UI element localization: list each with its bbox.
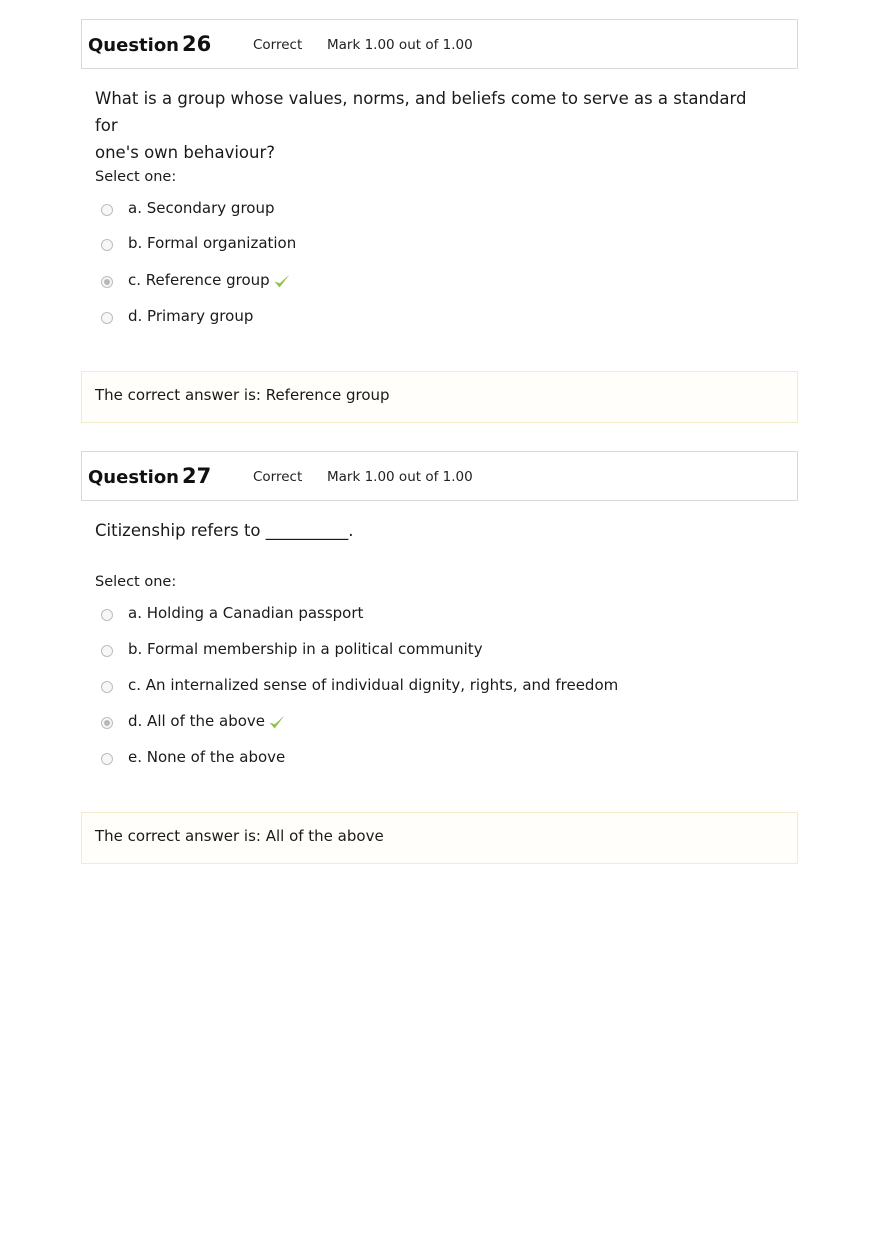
question-grade: Mark 1.00 out of 1.00	[327, 37, 473, 53]
correct-answer-text: The correct answer is: All of the above	[95, 827, 384, 845]
radio-button[interactable]	[101, 312, 113, 324]
radio-button[interactable]	[101, 753, 113, 765]
answer-option-a[interactable]	[101, 604, 661, 628]
option-label[interactable]: a. Holding a Canadian passport	[128, 604, 364, 622]
radio-button[interactable]	[101, 239, 113, 251]
radio-button[interactable]	[101, 204, 113, 216]
select-one-prompt: Select one:	[95, 169, 177, 185]
question-26-feedback	[81, 371, 798, 423]
question-grade: Mark 1.00 out of 1.00	[327, 469, 473, 485]
checkmark-icon	[273, 272, 291, 290]
answer-option-d[interactable]	[101, 307, 661, 331]
select-one-prompt: Select one:	[95, 574, 177, 590]
checkmark-icon	[268, 713, 286, 731]
answer-option-c[interactable]	[101, 676, 661, 700]
answer-option-b[interactable]	[101, 234, 661, 258]
answer-option-b[interactable]	[101, 640, 661, 664]
option-label[interactable]: c. Reference group	[128, 271, 270, 289]
question-27-feedback	[81, 812, 798, 864]
question-27-header	[81, 451, 798, 501]
question-state: Correct	[253, 37, 303, 53]
answer-option-c[interactable]	[101, 271, 661, 295]
question-title: Question 26	[88, 32, 212, 56]
option-label[interactable]: e. None of the above	[128, 748, 286, 766]
answer-option-e[interactable]	[101, 748, 661, 772]
question-state: Correct	[253, 469, 303, 485]
correct-answer-text: The correct answer is: Reference group	[95, 386, 390, 404]
radio-button-selected[interactable]	[101, 276, 113, 288]
question-27-text: Citizenship refers to __________.	[95, 521, 354, 540]
question-26-header	[81, 19, 798, 69]
option-label[interactable]: b. Formal organization	[128, 234, 297, 252]
option-label-wrap	[128, 271, 291, 290]
option-label[interactable]: a. Secondary group	[128, 199, 275, 217]
radio-button[interactable]	[101, 645, 113, 657]
radio-button[interactable]	[101, 609, 113, 621]
option-label[interactable]: b. Formal membership in a political community	[128, 640, 483, 658]
option-label[interactable]: d. Primary group	[128, 307, 254, 325]
answer-option-d[interactable]	[101, 712, 661, 736]
radio-button[interactable]	[101, 681, 113, 693]
radio-button-selected[interactable]	[101, 717, 113, 729]
question-title: Question 27	[88, 464, 212, 488]
option-label-wrap	[128, 712, 286, 731]
answer-option-a[interactable]	[101, 199, 661, 223]
question-26-text: What is a group whose values, norms, and beliefs come to serve as a standard for one's own behaviour?	[95, 89, 747, 162]
option-label[interactable]: c. An internalized sense of individual dignity, rights, and freedom	[128, 676, 619, 694]
option-label[interactable]: d. All of the above	[128, 712, 266, 730]
